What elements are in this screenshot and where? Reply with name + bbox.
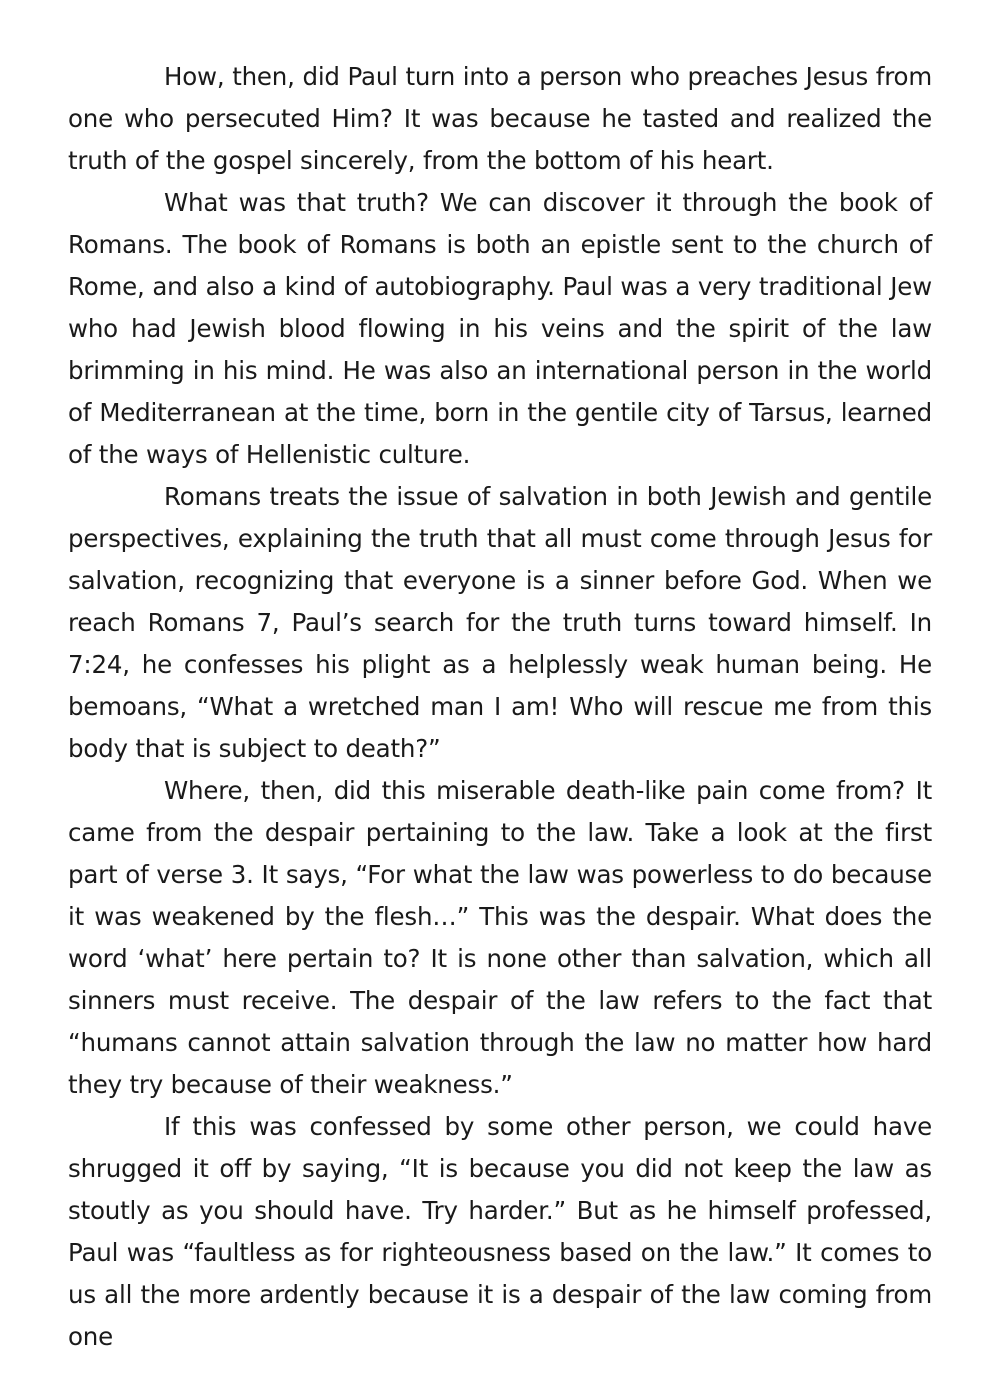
paragraph-1: How, then, did Paul turn into a person who preaches Jesus from one who persecuted Him? It was because he tasted and realized the truth of the gospel sincerely, from the bottom of his heart. <box>68 62 932 175</box>
paragraph-2: What was that truth? We can discover it through the book of Romans. The book of Romans is both an epistle sent to the church of Rome, and also a kind of autobiography. Paul was a very traditional Jew who had Jewish blood flowing in his veins and the spirit of the law brimming in his mind. He was also an international person in the world of Mediterranean at the time, born in the gentile city of Tarsus, learned of the ways of Hellenistic culture. <box>68 188 932 469</box>
paragraph-3: Romans treats the issue of salvation in both Jewish and gentile perspectives, explaining the truth that all must come through Jesus for salvation, recognizing that everyone is a sinner before God. When we reach Romans 7, Paul’s search for the truth turns toward himself. In 7:24, he confesses his plight as a helplessly weak human being. He bemoans, “What a wretched man I am! Who will rescue me from this body that is subject to death?” <box>68 482 932 763</box>
paragraph-5: If this was confessed by some other person, we could have shrugged it off by saying, “It is because you did not keep the law as stoutly as you should have. Try harder.” But as he himself professed, Paul was “faultless as for righteousness based on the law.” It comes to us all the more ardently because it is a despair of the law coming from one <box>68 1112 932 1351</box>
paragraph-4: Where, then, did this miserable death-like pain come from? It came from the despair pertaining to the law. Take a look at the first part of verse 3. It says, “For what the law was powerless to do because it was weakened by the flesh…” This was the despair. What does the word ‘what’ here pertain to? It is none other than salvation, which all sinners must receive. The despair of the law refers to the fact that “humans cannot attain salvation through the law no matter how hard they try because of their weakness.” <box>68 776 932 1099</box>
document-body <box>68 56 932 1358</box>
